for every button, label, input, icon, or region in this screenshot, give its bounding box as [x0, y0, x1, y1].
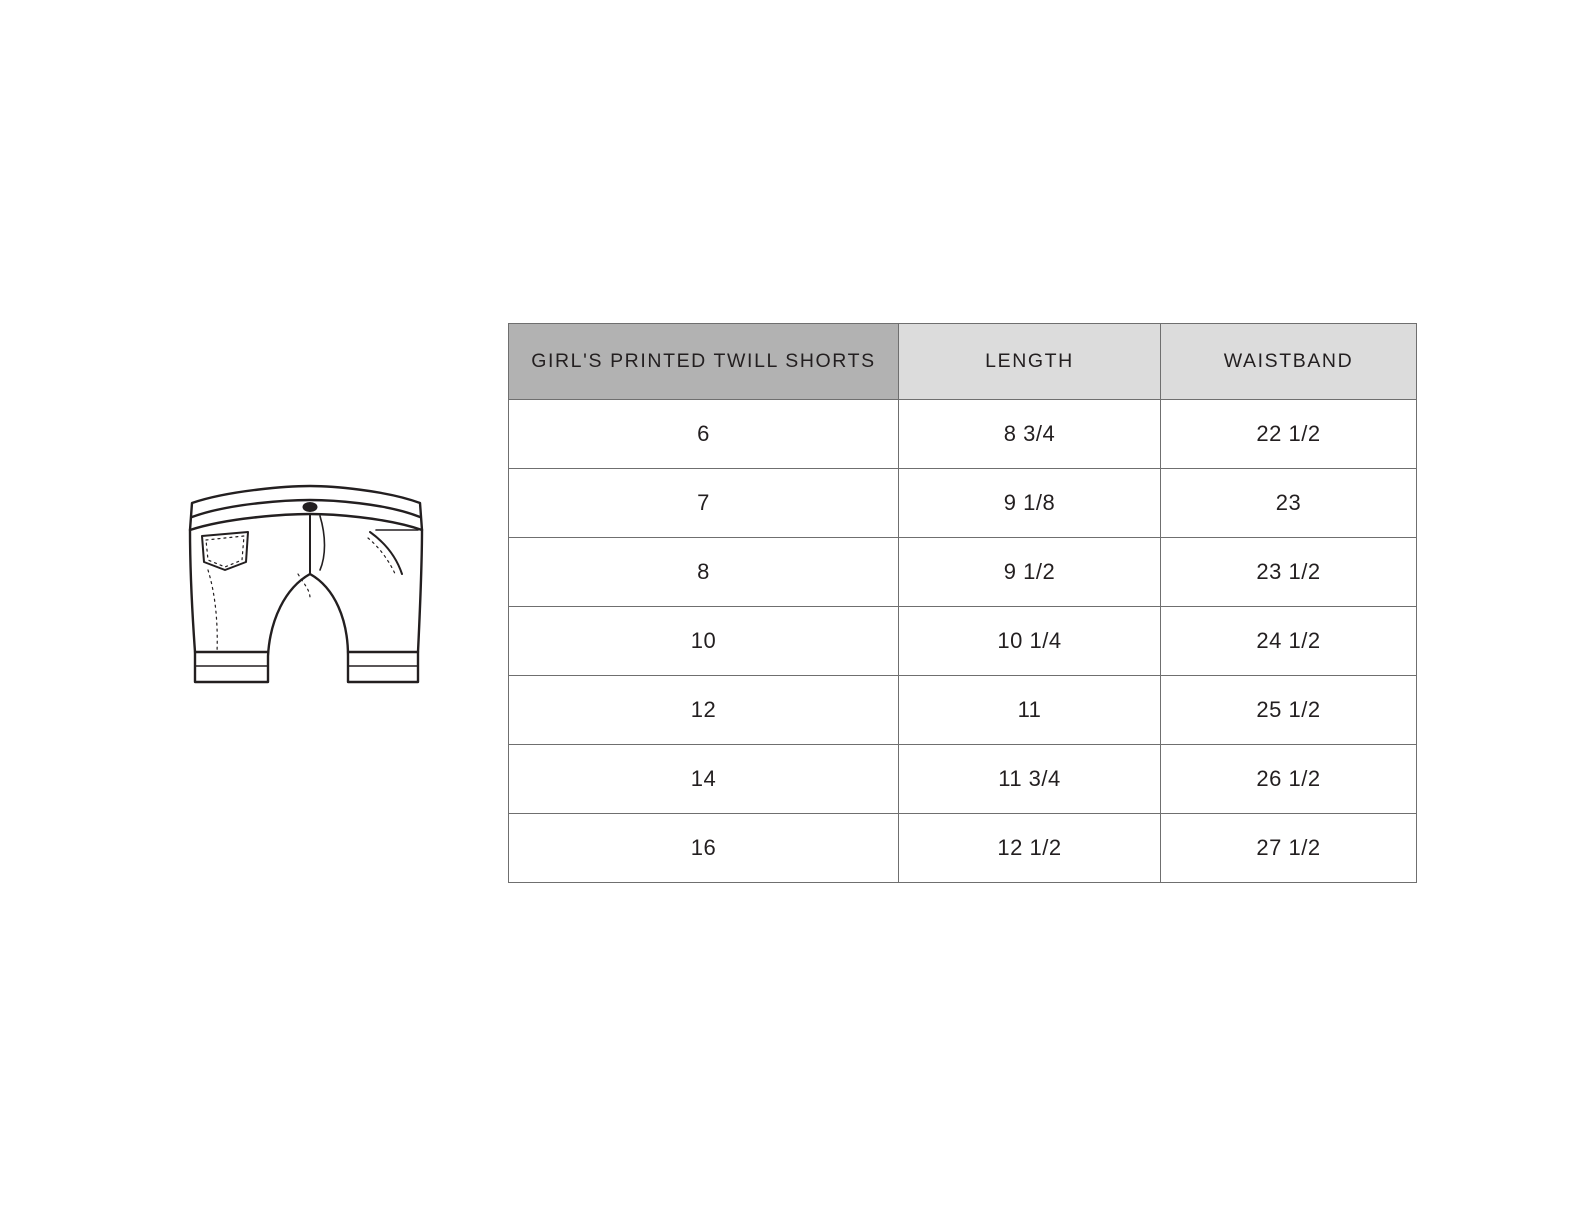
shorts-line-drawing — [170, 470, 440, 720]
size-chart-table — [508, 323, 1417, 883]
cell-size: 16 — [509, 814, 899, 883]
cell-length: 9 1/2 — [899, 538, 1161, 607]
cell-size: 6 — [509, 400, 899, 469]
cell-size: 14 — [509, 745, 899, 814]
cell-length: 9 1/8 — [899, 469, 1161, 538]
table-row — [509, 745, 1417, 814]
cell-waistband: 24 1/2 — [1161, 607, 1417, 676]
cell-waistband: 25 1/2 — [1161, 676, 1417, 745]
table-row — [509, 400, 1417, 469]
cell-length: 11 3/4 — [899, 745, 1161, 814]
cell-length: 12 1/2 — [899, 814, 1161, 883]
table-header-row — [509, 324, 1417, 400]
cell-waistband: 22 1/2 — [1161, 400, 1417, 469]
cell-size: 7 — [509, 469, 899, 538]
cell-length: 8 3/4 — [899, 400, 1161, 469]
header-product-name: GIRL'S PRINTED TWILL SHORTS — [509, 324, 899, 400]
cell-waistband: 23 — [1161, 469, 1417, 538]
table-row — [509, 676, 1417, 745]
cell-waistband: 27 1/2 — [1161, 814, 1417, 883]
cell-waistband: 23 1/2 — [1161, 538, 1417, 607]
cell-size: 12 — [509, 676, 899, 745]
cell-length: 10 1/4 — [899, 607, 1161, 676]
table-row — [509, 607, 1417, 676]
table-row — [509, 814, 1417, 883]
header-waistband: WAISTBAND — [1161, 324, 1417, 400]
header-length: LENGTH — [899, 324, 1161, 400]
garment-illustration — [170, 470, 440, 720]
cell-size: 8 — [509, 538, 899, 607]
table-row — [509, 538, 1417, 607]
cell-length: 11 — [899, 676, 1161, 745]
cell-size: 10 — [509, 607, 899, 676]
table-row — [509, 469, 1417, 538]
cell-waistband: 26 1/2 — [1161, 745, 1417, 814]
